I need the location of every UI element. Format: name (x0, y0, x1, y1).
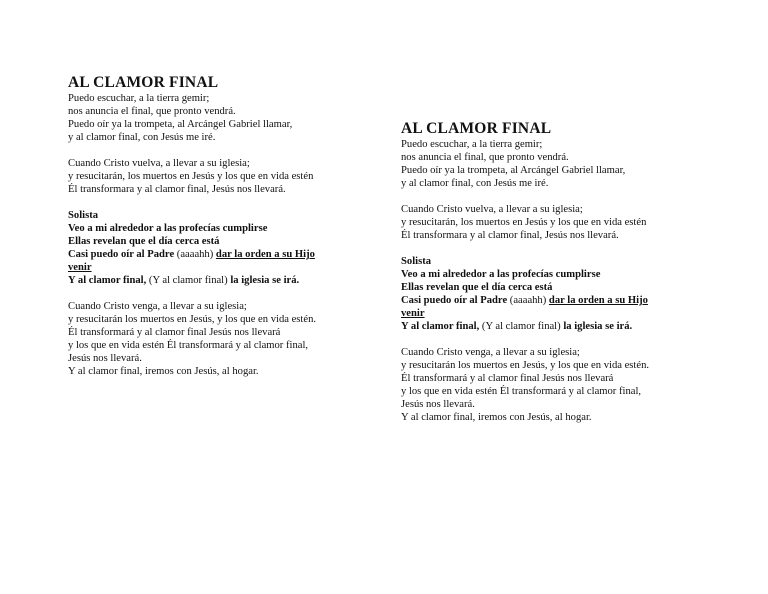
verse-line: Y al clamor final, iremos con Jesús, al hogar. (68, 366, 259, 377)
verse-line: y los que en vida estén Él transformará y al clamor final, (401, 386, 642, 397)
solo-heading: Solista (68, 210, 99, 221)
verse-line: nos anuncia el final, que pronto vendrá. (68, 106, 236, 117)
solo-line (68, 248, 368, 261)
verse-line: Cuando Cristo vuelva, a llevar a su iglesia; (68, 158, 250, 169)
verse-line: y resucitarán, los muertos en Jesús y los que en vida estén (68, 171, 314, 182)
verse-line: Puedo escuchar, a la tierra gemir; (68, 93, 210, 104)
solo-line-bold-end: la iglesia se irá. (563, 321, 633, 332)
solo-section (68, 209, 368, 287)
solo-line-bold: Casi puedo oír al Padre (68, 249, 175, 260)
lyrics-sheet-left (68, 74, 368, 378)
solo-line-aside: (aaaahh) (174, 249, 216, 260)
verse-line: y resucitarán los muertos en Jesús, y los que en vida estén. (68, 314, 317, 325)
solo-line: Veo a mi alrededor a las profecías cumplirse (401, 269, 601, 280)
song-title: AL CLAMOR FINAL (68, 74, 219, 91)
verse-line: Él transformará y al clamor final Jesús nos llevará (68, 327, 281, 338)
solo-line (401, 320, 701, 333)
verse-2 (68, 157, 368, 196)
solo-line (68, 274, 368, 287)
verse-line: y al clamor final, con Jesús me iré. (68, 132, 216, 143)
solo-line: Ellas revelan que el día cerca está (68, 236, 220, 247)
verse-1 (401, 138, 701, 190)
verse-1 (68, 92, 368, 144)
solo-line-aside: (Y al clamor final) (146, 275, 231, 286)
verse-line: Puedo oír ya la trompeta, al Arcángel Gabriel llamar, (401, 165, 626, 176)
verse-line: Cuando Cristo venga, a llevar a su iglesia; (401, 347, 580, 358)
solo-line: Veo a mi alrededor a las profecías cumplirse (68, 223, 268, 234)
solo-line-bold-end: la iglesia se irá. (230, 275, 300, 286)
verse-line: Cuando Cristo vuelva, a llevar a su iglesia; (401, 204, 583, 215)
verse-line: nos anuncia el final, que pronto vendrá. (401, 152, 569, 163)
verse-line: y resucitarán, los muertos en Jesús y los que en vida estén (401, 217, 647, 228)
verse-2 (401, 203, 701, 242)
song-title: AL CLAMOR FINAL (401, 120, 552, 137)
verse-line: y al clamor final, con Jesús me iré. (401, 178, 549, 189)
verse-3 (401, 346, 701, 424)
verse-line: Jesús nos llevará. (68, 353, 142, 364)
verse-line: Él transformara y al clamor final, Jesús nos llevará. (401, 230, 619, 241)
solo-line-underlined: dar la orden a su Hijo (548, 295, 648, 306)
verse-line: y los que en vida estén Él transformará y al clamor final, (68, 340, 309, 351)
verse-line: y resucitarán los muertos en Jesús, y los que en vida estén. (401, 360, 650, 371)
solo-line-underlined: dar la orden a su Hijo (215, 249, 315, 260)
solo-line-bold: Casi puedo oír al Padre (401, 295, 508, 306)
lyrics-sheet-right (401, 120, 701, 424)
solo-line: venir (401, 308, 425, 319)
solo-line-bold: Y al clamor final, (401, 321, 480, 332)
verse-line: Y al clamor final, iremos con Jesús, al hogar. (401, 412, 592, 423)
solo-line: Ellas revelan que el día cerca está (401, 282, 553, 293)
solo-line-aside: (aaaahh) (507, 295, 549, 306)
verse-line: Él transformara y al clamor final, Jesús nos llevará. (68, 184, 286, 195)
solo-heading: Solista (401, 256, 432, 267)
solo-line-aside: (Y al clamor final) (479, 321, 564, 332)
solo-section (401, 255, 701, 333)
verse-line: Jesús nos llevará. (401, 399, 475, 410)
verse-line: Él transformará y al clamor final Jesús nos llevará (401, 373, 614, 384)
verse-line: Cuando Cristo venga, a llevar a su iglesia; (68, 301, 247, 312)
solo-line: venir (68, 262, 92, 273)
verse-line: Puedo escuchar, a la tierra gemir; (401, 139, 543, 150)
solo-line (401, 294, 701, 307)
verse-3 (68, 300, 368, 378)
solo-line-bold: Y al clamor final, (68, 275, 147, 286)
verse-line: Puedo oír ya la trompeta, al Arcángel Gabriel llamar, (68, 119, 293, 130)
